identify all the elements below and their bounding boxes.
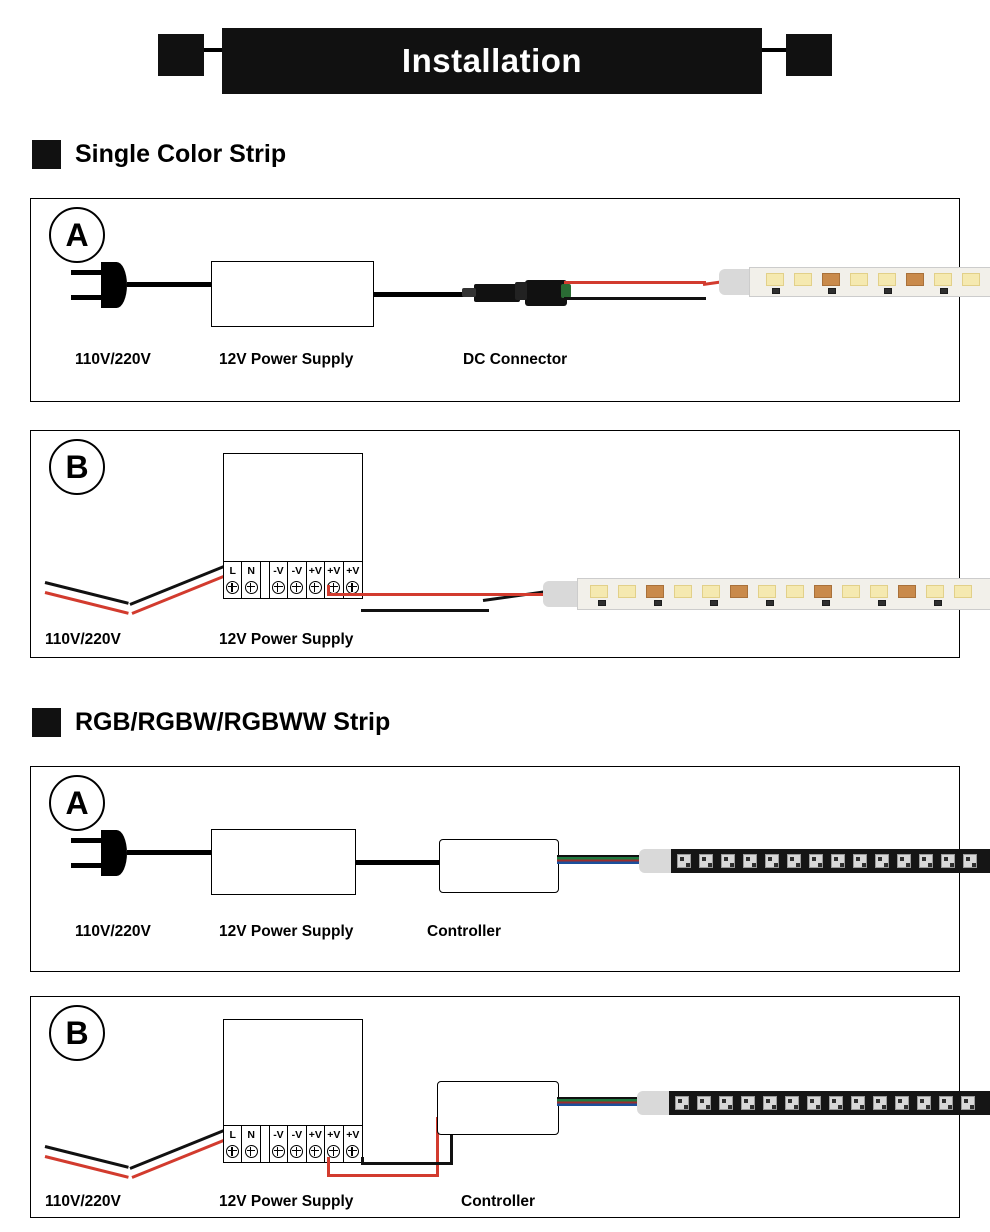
screw-icon [290,581,303,594]
caption-power-supply: 12V Power Supply [219,923,354,940]
terminal-posV-1: +V [307,562,325,598]
wire-psu-to-controller [356,860,441,865]
power-supply-box [211,829,356,895]
screw-icon [245,581,258,594]
strip-body [577,578,990,610]
dc-connector-male [474,284,520,302]
strip-body [669,1091,990,1115]
section-title: RGB/RGBW/RGBWW Strip [75,708,391,736]
terminal-L: L [224,562,242,598]
wire-ac-live-up [129,1126,232,1170]
power-supply-box [211,261,374,327]
bullet-square-icon [32,140,61,169]
terminal-posV-2: +V [325,1126,343,1162]
ac-plug-icon [71,262,129,308]
led-strip-rgb-a [639,843,990,885]
screw-icon [272,581,285,594]
banner-cap-right [786,34,832,76]
caption-dc-connector: DC Connector [463,351,568,368]
section-heading-single-color [32,140,286,169]
screw-icon [245,1145,258,1158]
wire-black-out [361,609,489,612]
bullet-square-icon [32,708,61,737]
terminal-posV-3: +V [344,562,362,598]
diagram-panel-rgb-a [30,766,960,972]
dc-connector-female [525,280,567,306]
wire-ac-neutral-up [131,571,234,615]
terminal-negV-1: -V [270,562,288,598]
banner-cap-left [158,34,204,76]
wire-black-to-strip [564,297,706,300]
caption-controller: Controller [427,923,502,940]
terminal-block [223,1125,363,1163]
led-strip-single-a [719,259,990,305]
terminal-gap [261,562,270,598]
terminal-posV-2: +V [325,562,343,598]
wire-red-out [327,593,487,596]
controller-box [439,839,559,893]
section-heading-rgb [32,708,390,737]
wire-ac-neutral-up [131,1135,234,1179]
panel-badge: B [49,439,105,495]
panel-badge: B [49,1005,105,1061]
screw-icon [346,1145,359,1158]
caption-power-supply: 12V Power Supply [219,351,354,368]
wire-ac-live-up [129,562,232,606]
page-title: Installation [401,42,583,79]
panel-badge: A [49,207,105,263]
title-banner [0,28,990,96]
caption-power-supply: 12V Power Supply [219,631,354,648]
caption-voltage: 110V/220V [45,1193,121,1210]
terminal-L: L [224,1126,242,1162]
screw-icon [309,581,322,594]
led-strip-rgb-b [637,1085,990,1127]
panel-badge: A [49,775,105,831]
terminal-gap [261,1126,270,1162]
caption-controller: Controller [461,1193,536,1210]
section-title: Single Color Strip [75,140,287,168]
terminal-negV-2: -V [288,562,306,598]
caption-power-supply: 12V Power Supply [219,1193,354,1210]
terminal-posV-3: +V [344,1126,362,1162]
controller-box [437,1081,559,1135]
strip-body [749,267,990,297]
screw-icon [226,1145,239,1158]
caption-voltage: 110V/220V [75,923,151,940]
screw-icon [226,581,239,594]
terminal-N: N [242,1126,260,1162]
diagram-panel-single-b [30,430,960,658]
led-strip-single-b [543,571,990,619]
terminal-negV-1: -V [270,1126,288,1162]
screw-icon [272,1145,285,1158]
screw-icon [309,1145,322,1158]
wire-red-to-strip [564,281,706,284]
caption-voltage: 110V/220V [75,351,151,368]
wire-red-drop [327,585,330,595]
diagram-panel-rgb-b [30,996,960,1218]
terminal-negV-2: -V [288,1126,306,1162]
screw-icon [290,1145,303,1158]
ac-plug-icon [71,830,129,876]
strip-body [671,849,990,873]
caption-voltage: 110V/220V [45,631,121,648]
terminal-posV-1: +V [307,1126,325,1162]
terminal-N: N [242,562,260,598]
wire-black-to-controller [361,1162,453,1165]
diagram-panel-single-a [30,198,960,402]
title-plate [222,28,762,94]
wire-red-to-controller [327,1174,439,1177]
